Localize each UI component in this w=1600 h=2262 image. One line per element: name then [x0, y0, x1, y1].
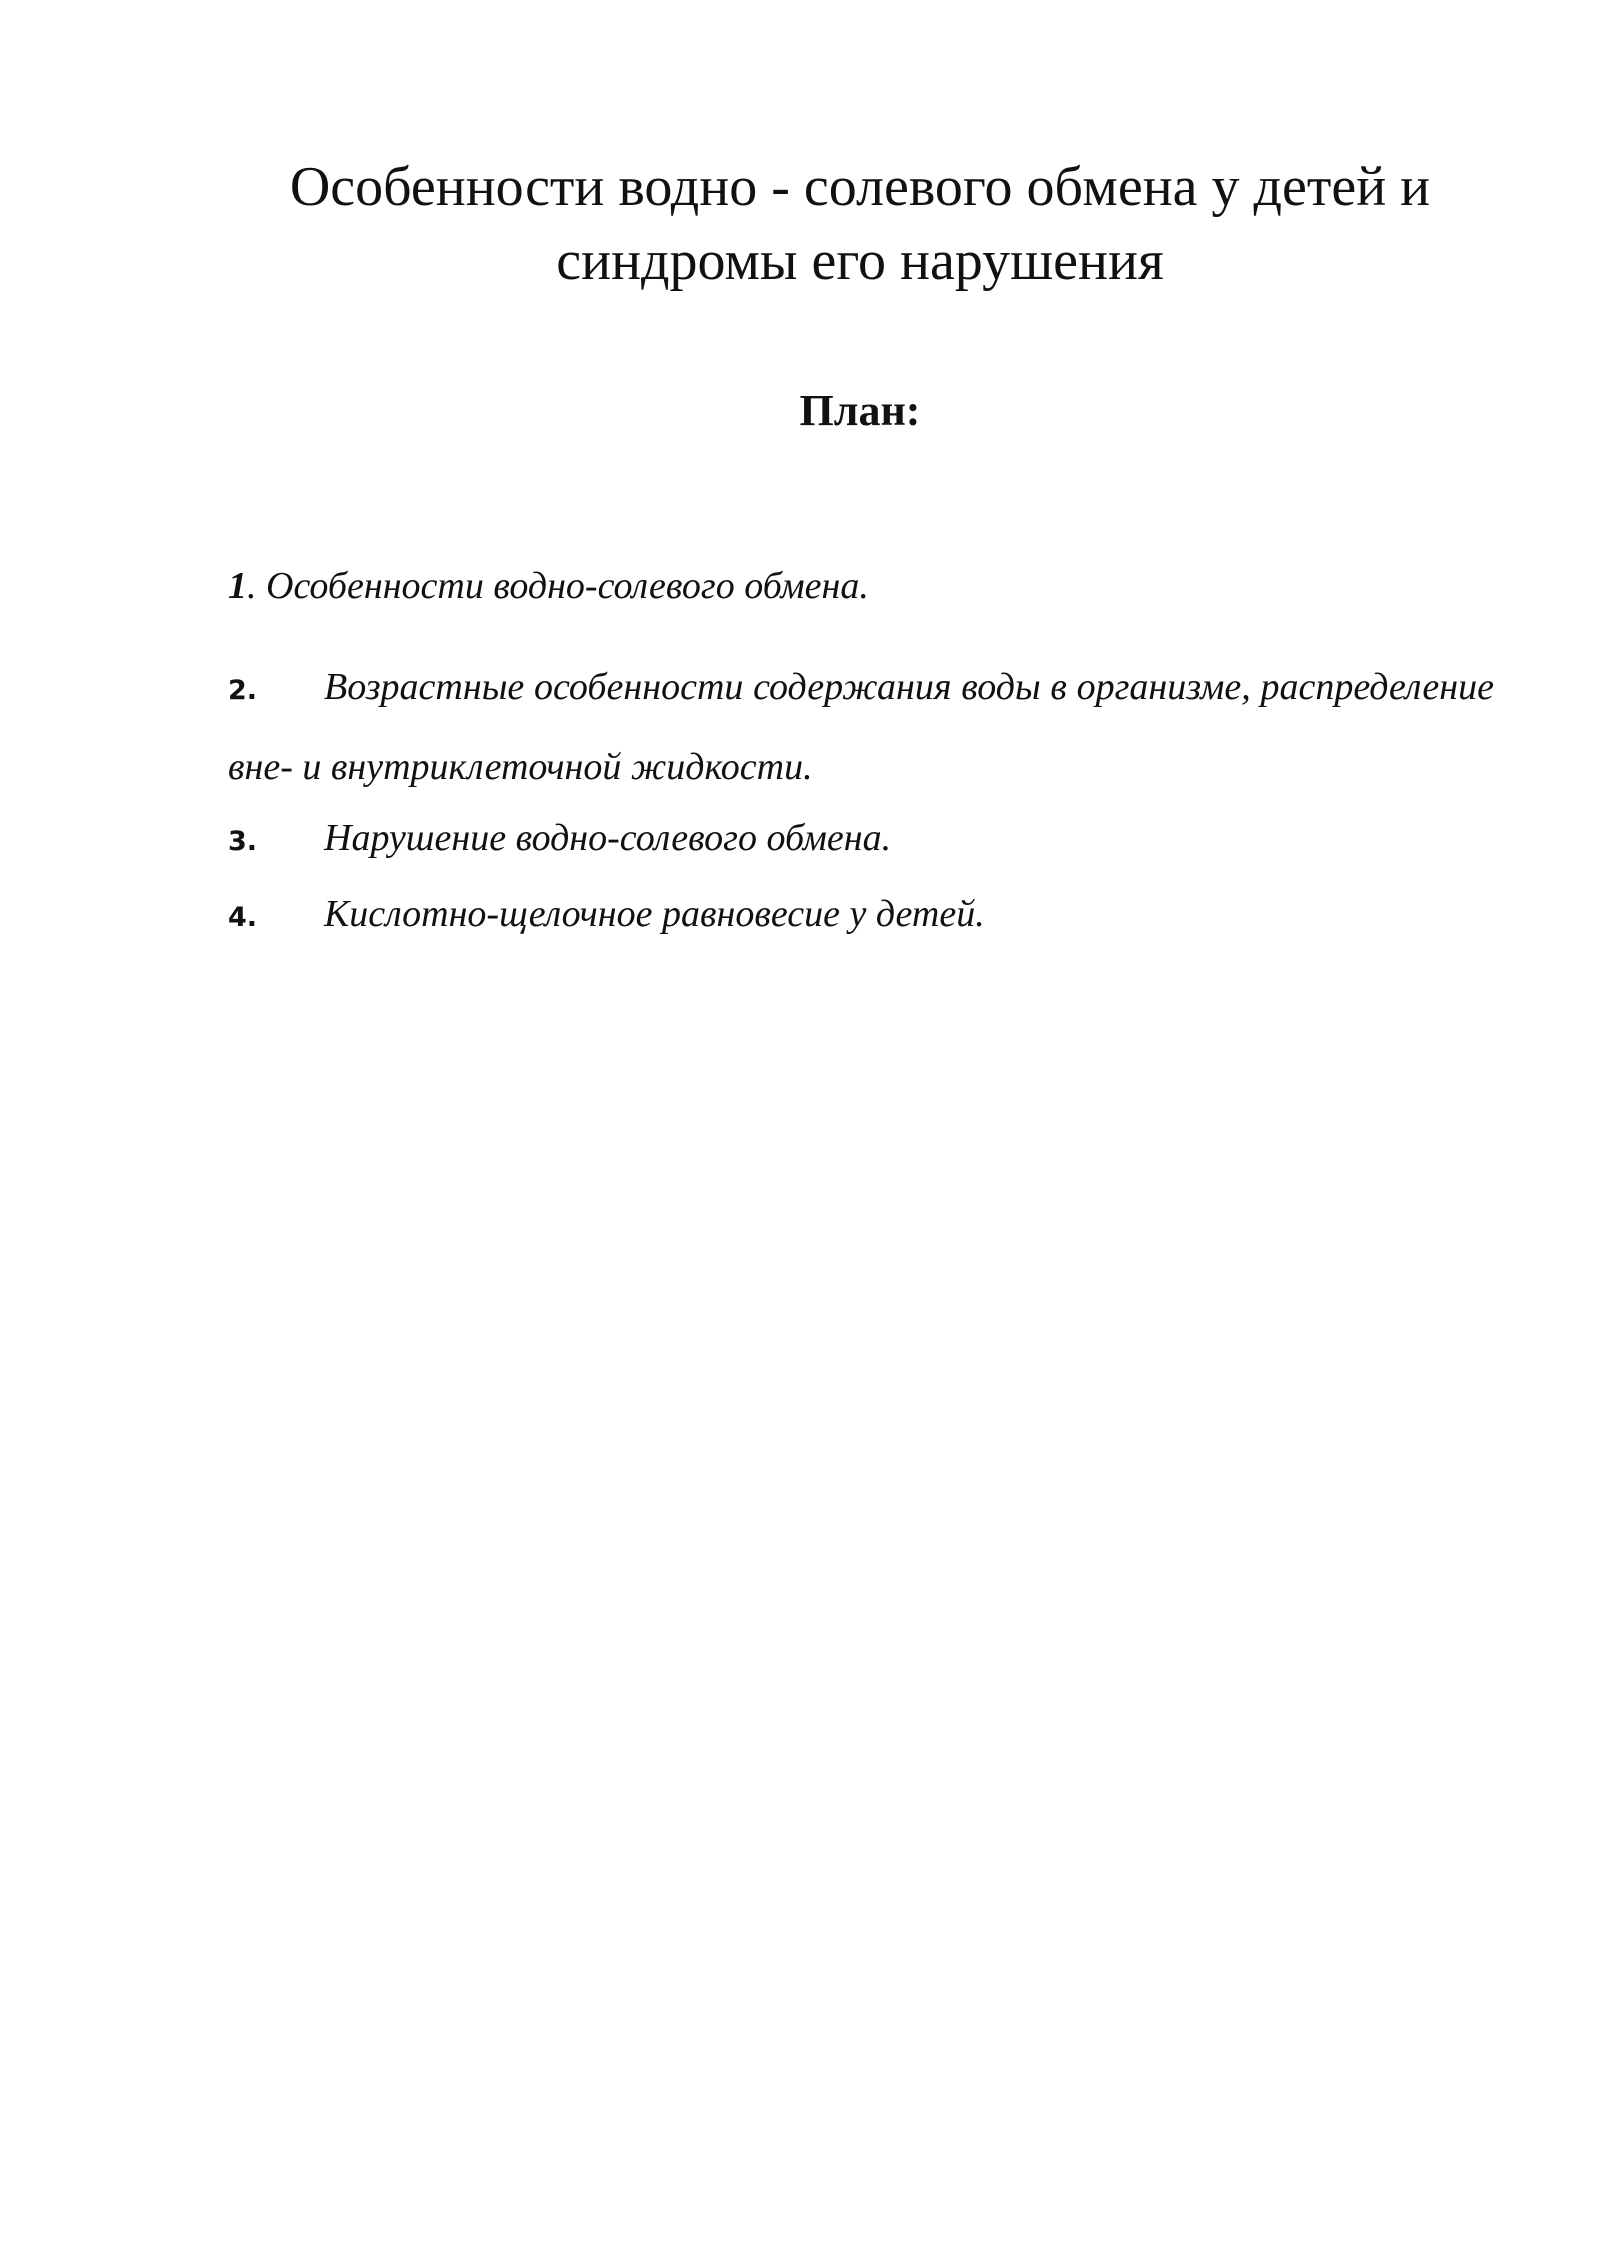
plan-item-4 [228, 876, 1494, 956]
plan-item-3-number: 3. [228, 826, 258, 857]
document-title [200, 150, 1520, 298]
plan-item-1 [228, 548, 1494, 624]
plan-item-3-text: Нарушение водно-солевого обмена. [324, 817, 892, 859]
document-title-line-2: синдромы его нарушения [556, 230, 1164, 292]
plan-item-4-number: 4. [228, 902, 258, 933]
plan-item-3 [228, 800, 1494, 880]
plan-item-2-text: Возрастные особенности содержания воды в организме, распределение вне- и внутриклеточной жидкости. [228, 666, 1494, 788]
plan-item-4-text: Кислотно-щелочное равновесие у детей. [324, 893, 985, 935]
plan-item-2-number: 2. [228, 675, 258, 706]
document-title-line-1: Особенности водно - солевого обмена у детей и [289, 156, 1431, 218]
plan-heading: План: [799, 386, 921, 435]
plan-item-1-text: . Особенности водно-солевого обмена. [247, 565, 869, 607]
plan-item-1-number: 1 [228, 565, 247, 607]
plan-item-2 [228, 649, 1494, 805]
